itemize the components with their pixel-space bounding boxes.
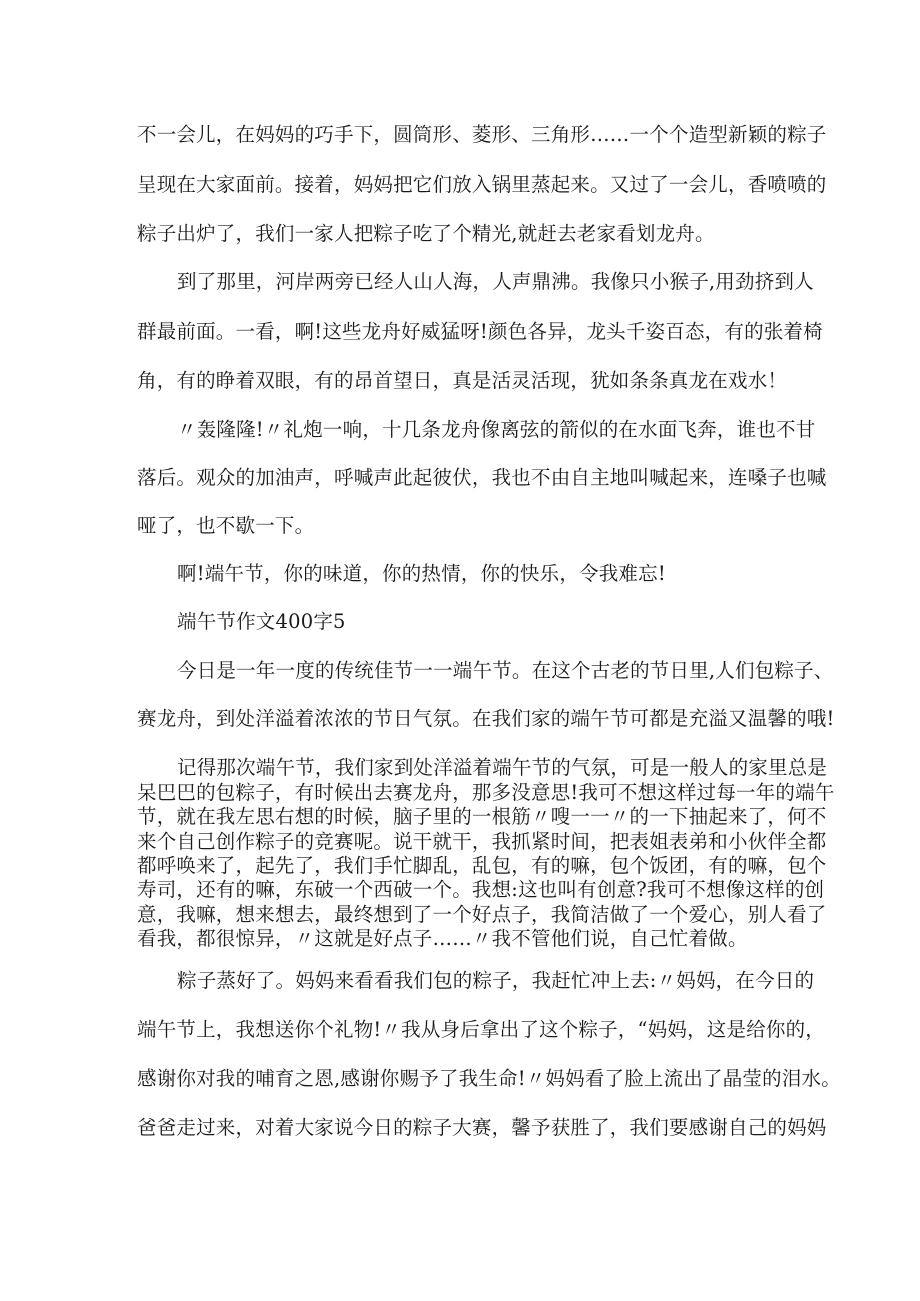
paragraph-3-line-3: 哑了，也不歇一下。 — [137, 514, 315, 537]
paragraph-3-line-1: 〃轰隆隆!〃礼炮一响，十几条龙舟像离弦的箭似的在水面飞奔，谁也不甘 — [177, 418, 816, 441]
paragraph-7-line-3: 感谢你对我的哺育之恩,感谢你赐予了我生命!〃妈妈看了脸上流出了晶莹的泪水。 — [137, 1067, 841, 1090]
paragraph-2-line-2: 群最前面。一看，啊!这些龙舟好威猛呀!颜色各异，龙头千姿百态，有的张着椅 — [137, 320, 823, 343]
paragraph-5-line-1: 今日是一年一度的传统佳节一一端午节。在这个古老的节日里,人们包粽子、 — [177, 659, 834, 682]
paragraph-2-line-1: 到了那里，河岸两旁已经人山人海，人声鼎沸。我像只小猴子,用劲挤到人 — [177, 270, 814, 293]
paragraph-6-line-6: 寿司，还有的嘛，东破一个西破一个。我想:这也叫有创意?我可不想像这样的创 — [137, 878, 825, 901]
paragraph-6-line-8: 看我，都很惊异，〃这就是好点子……〃我不管他们说，自己忙着做。 — [137, 927, 748, 950]
paragraph-2-line-3: 角，有的睁着双眼，有的昂首望日，真是活灵活现，犹如条条真龙在戏水！ — [137, 369, 788, 392]
paragraph-6-line-4: 来个自己创作粽子的竞赛呢。说干就干，我抓紧时间，把表姐表弟和小伙伴全都 — [137, 830, 827, 853]
paragraph-5-line-2: 赛龙舟，到处洋溢着浓浓的节日气氛。在我们家的端午节可都是充溢又温馨的哦! — [137, 707, 835, 730]
paragraph-7-line-4: 爸爸走过来，对着大家说今日的粽子大赛，馨予获胜了，我们要感谢自己的妈妈 — [137, 1116, 827, 1139]
paragraph-6-line-1: 记得那次端午节，我们家到处洋溢着端午节的气氛，可是一般人的家里总是 — [177, 756, 828, 779]
paragraph-6-line-2: 呆巴巴的包粽子，有时候出去赛龙舟，那多没意思!我可不想这样过每一年的端午 — [137, 781, 835, 804]
paragraph-7-line-2: 端午节上，我想送你个礼物!〃我从身后拿出了这个粽子，“妈妈，这是给你的， — [137, 1018, 826, 1041]
paragraph-6-line-3: 节，就在我左思右想的时候，脑子里的一根筋〃嗖一一〃的一下抽起来了，何不 — [137, 805, 827, 828]
paragraph-1-line-3: 粽子出炉了，我们一家人把粽子吃了个精光,就赶去老家看划龙舟。 — [137, 222, 715, 245]
paragraph-6-line-5: 都呼唤来了，起先了，我们手忙脚乱，乱包，有的嘛，包个饭团，有的嘛，包个 — [137, 854, 827, 877]
paragraph-7-line-1: 粽子蒸好了。妈妈来看看我们包的粽子，我赶忙冲上去:〃妈妈，在今日的 — [177, 969, 815, 992]
paragraph-4-line-1: 啊!端午节，你的味道，你的热情，你的快乐，令我难忘! — [177, 562, 666, 585]
paragraph-3-line-2: 落后。观众的加油声，呼喊声此起彼伏，我也不由自主地叫喊起来，连嗓子也喊 — [137, 466, 827, 489]
paragraph-1-line-1: 不一会儿，在妈妈的巧手下，圆筒形、菱形、三角形……一个个造型新颖的粽子 — [137, 123, 827, 146]
section-title: 端午节作文400字5 — [177, 610, 346, 633]
paragraph-1-line-2: 呈现在大家面前。接着，妈妈把它们放入锅里蒸起来。又过了一会儿，香喷喷的 — [137, 173, 827, 196]
paragraph-6-line-7: 意，我嘛，想来想去，最终想到了一个好点子，我简洁做了一个爱心，别人看了 — [137, 903, 827, 926]
